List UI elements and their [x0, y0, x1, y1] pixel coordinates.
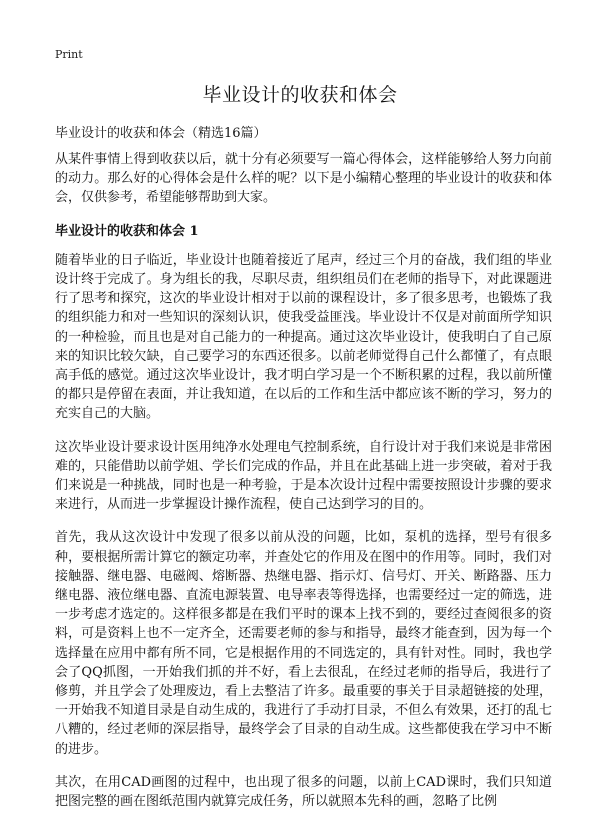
print-link[interactable]: Print: [55, 48, 83, 61]
body-paragraph-4: 其次，在用CAD画图的过程中，也出现了很多的问题，以前上CAD课时，我们只知道把图完整的画在图纸范围内就算完成任务，所以就照本先科的画，忽略了比例: [55, 774, 552, 810]
body-paragraph-1: 随着毕业的日子临近，毕业设计也随着接近了尾声，经过三个月的奋战，我们组的毕业设计终于完成了。身为组长的我，尽职尽责，组织组员们在老师的指导下，对此课题进行了思考和探究，这次的毕业设计相对于以前的课程设计，多了很多思考，也锻炼了我的组织能力和对一些知识的深刻认识，使我受益匪浅。毕业设计不仅是对前面所学知识的一种检验，而且也是对自己能力的一种提高。通过这次毕业设计，使我明白了自己原来的知识比较欠缺，自己要学习的东西还很多。以前老师觉得自己什么都懂了，有点眼高手低的感觉。通过这次毕业设计，我才明白学习是一个不断积累的过程，我以前所懂的都只是停留在表面，并让我知道，在以后的工作和生活中都应该不断的学习，努力的充实自己的大脑。: [55, 252, 552, 422]
document-body: [55, 150, 552, 825]
section-heading: 毕业设计的收获和体会 1: [55, 223, 199, 239]
body-paragraph-3: 首先，我从这次设计中发现了很多以前从没的问题，比如，泵机的选择，型号有很多种，要根据所需计算它的额定功率，并查处它的作用及在图中的作用等。同时，我们对接触器、继电器、电磁阀、熔断器、热继电器、指示灯、信号灯、开关、断路器、压力继电器、液位继电器、直流电源装置、电导率表等得选择，也需要经过一定的筛选，进一步考虑才选定的。这样很多都是在我们平时的课本上找不到的，要经过查阅很多的资料，可是资料上也不一定齐全，还需要老师的参与和指导，最终才能查到，因为每一个选择量在应用中都有所不同，它是根据作用的不同选定的，具有针对性。同时，我也学会了QQ抓图，一开始我们抓的并不好，看上去很乱，在经过老师的指导后，我进行了修剪，并且学会了处理废边，看上去整洁了许多。最重要的事关于目录超链接的处理，一开始我不知道目录是自动生成的，我进行了手动打目录，不但么有效果，还打的乱七八糟的，经过老师的深层指导，最终学会了目录的自动生成。这些都使我在学习中不断的进步。: [55, 530, 552, 757]
document-subtitle: 毕业设计的收获和体会（精选16篇）: [55, 126, 267, 141]
body-paragraph-2: 这次毕业设计要求设计医用纯净水处理电气控制系统，自行设计对于我们来说是非常困难的，只能借助以前学姐、学长们完成的作品，并且在此基础上进一步突破，着对于我们来说是一种挑战，同时也是一种考验，于是本次设计过程中需要按照设计步骤的要求来进行，从而进一步掌握设计操作流程，使自己达到学习的目的。: [55, 439, 552, 513]
intro-paragraph: 从某件事情上得到收获以后，就十分有必须要写一篇心得体会，这样能够给人努力向前的动力。那么好的心得体会是什么样的呢？以下是小编精心整理的毕业设计的收获和体会，仅供参考，希望能够帮助到大家。: [55, 152, 552, 206]
document-title: 毕业设计的收获和体会: [202, 84, 398, 106]
